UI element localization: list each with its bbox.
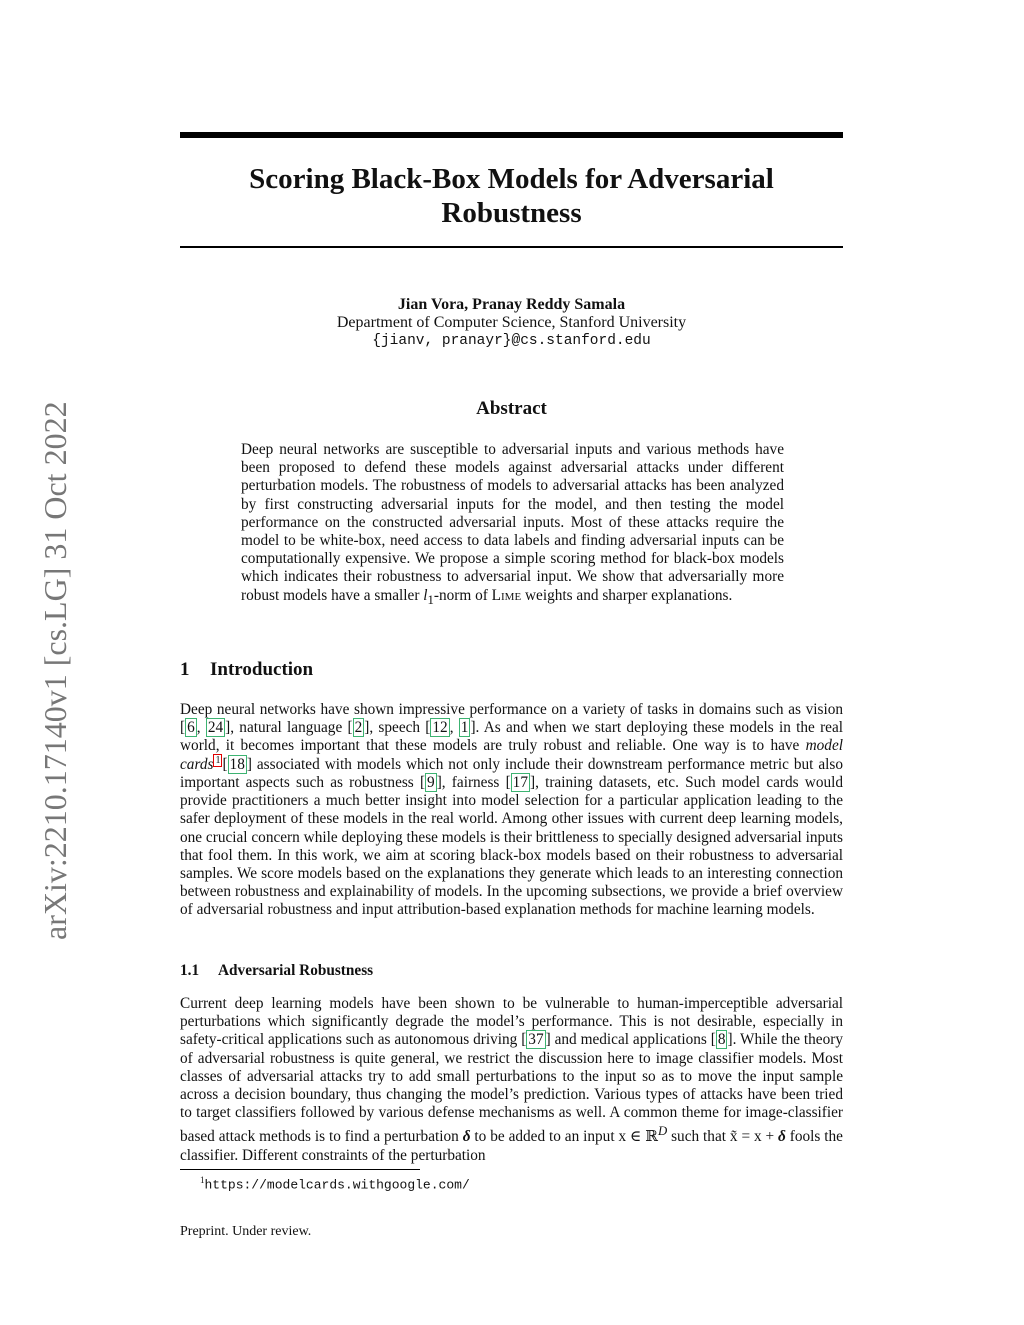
intro-text: ], natural language [	[225, 719, 353, 737]
abstract-part-a: Deep neural networks are susceptible to adversarial inputs and various methods have been proposed to defend these models against adversarial attacks under different perturbation models. The robustness of models to adversarial attacks has been analyzed by first constructing adversarial inputs for the model, and then testing the model performance on the constructed adversarial inputs. Most of these attacks require the model to be white-box, need access to data labels and finding adversarial inputs can be computationally expensive. We propose a simple scoring method for black-box models which indicates their robustness to adversarial input. We show that adversarially more robust models have a smaller	[241, 441, 784, 604]
title-rule-bottom	[180, 246, 843, 248]
adversarial-paragraph	[180, 995, 843, 1165]
intro-text: [	[222, 755, 228, 773]
citation-link[interactable]: 9	[427, 773, 435, 791]
citation-link[interactable]: 24	[207, 719, 224, 737]
citation-link[interactable]: 1	[460, 719, 469, 737]
title-rule-top	[180, 132, 843, 138]
author-block	[180, 296, 843, 350]
math-input: x ∈ ℝ	[618, 1128, 658, 1146]
paper-title: Scoring Black-Box Models for Adversarial Robustness	[249, 163, 774, 229]
adv-text: to be added to an input	[470, 1128, 619, 1146]
footnote	[200, 1175, 470, 1192]
citation-link[interactable]: 18	[229, 755, 245, 773]
footnote-mark: 1	[200, 1175, 205, 1185]
author-affiliation: Department of Computer Science, Stanford University	[336, 314, 687, 331]
intro-text: ,	[449, 719, 459, 737]
intro-text: ]. As and when we start deploying these models in the real world, it becomes important that these models are truly robust and reliable. One way is to have	[180, 719, 843, 755]
footnote-rule	[180, 1169, 420, 1170]
author-email: {jianv, pranayr}@cs.stanford.edu	[372, 333, 651, 349]
section-number: 1	[180, 659, 190, 680]
subsection-heading-adversarial-robustness	[180, 962, 373, 980]
math-l1: l	[423, 586, 428, 604]
math-l1-sub: 1	[427, 592, 434, 607]
citation-link[interactable]: 37	[528, 1031, 544, 1049]
intro-text: ,	[196, 719, 206, 737]
abstract-part-c: weights and sharper explanations.	[521, 586, 733, 604]
section-heading-introduction	[180, 659, 313, 681]
model-cards-term: model cards	[180, 737, 843, 773]
abstract-text	[241, 441, 784, 609]
abstract-heading: Abstract	[476, 398, 547, 419]
intro-text: ], speech [	[364, 719, 431, 737]
lime-name: Lime	[491, 586, 522, 604]
footer-preprint: Preprint. Under review.	[180, 1224, 312, 1239]
intro-text: ] associated with models which not only include their downstream performance metric but also important aspects such as robustness [	[180, 755, 843, 791]
arxiv-stamp: arXiv:2210.17140v1 [cs.LG] 31 Oct 2022	[37, 401, 73, 940]
subsection-title: Adversarial Robustness	[218, 962, 374, 979]
adv-text: ] and medical applications [	[545, 1031, 716, 1049]
intro-text: Deep neural networks have shown impressive performance on a variety of tasks in domains such as vision [	[180, 701, 843, 737]
citation-link[interactable]: 12	[432, 719, 448, 737]
footnote-ref-link[interactable]: 1	[215, 754, 221, 766]
math-equation: x̃ = x +	[729, 1128, 779, 1146]
footnote-url-link[interactable]: https://modelcards.withgoogle.com/	[204, 1177, 470, 1193]
intro-text: ], fairness [	[436, 773, 511, 791]
math-delta: δ	[778, 1128, 786, 1146]
subsection-number: 1.1	[180, 962, 200, 979]
abstract-part-b: -norm of	[433, 586, 492, 604]
math-delta: δ	[462, 1128, 471, 1146]
citation-link[interactable]: 2	[354, 719, 363, 737]
adv-text: fools the classifier. Different constraints of the perturbation	[180, 1128, 843, 1164]
adv-text: Current deep learning models have been shown to be vulnerable to human-imperceptible adversarial perturbations which significantly degrade the model’s performance. This is not desirable, especially in safety-critical applications such as autonomous driving [	[180, 995, 843, 1049]
math-sup-d: D	[657, 1124, 668, 1139]
citation-link[interactable]: 8	[717, 1031, 726, 1049]
intro-paragraph	[180, 701, 843, 920]
section-title: Introduction	[210, 659, 314, 680]
author-names: Jian Vora, Pranay Reddy Samala	[397, 296, 626, 313]
adv-text: such that	[667, 1128, 730, 1146]
citation-link[interactable]: 17	[512, 773, 528, 791]
intro-text: ], training datasets, etc. Such model cards would provide practitioners a much better insight into model selection for a particular application leading to the safer deployment of these models in the real world. Among other issues with current deep learning models, one crucial concern while deploying these models is their brittleness to specially designed adversarial inputs that fool them. In this work, we aim at scoring black-box models based on their robustness to adversarial samples. We score models based on the explanations they generate which leads to an interesting connection between robustness and explainability of models. In the upcoming subsections, we provide a brief overview of adversarial robustness and input attribution-based explanation methods for machine learning models.	[180, 773, 844, 919]
citation-link[interactable]: 6	[187, 719, 195, 737]
adv-text: ]. While the theory of adversarial robustness is quite general, we restrict the discussion here to image classifier models. Most classes of adversarial attacks try to add small perturbations to the input so as to move the input sample across a decision boundary, thus changing the model’s prediction. Various types of attacks have been tried to target classifiers followed by various defense mechanisms as well. A common theme for image-classifier based attack methods is to find a perturbation	[180, 1031, 843, 1146]
